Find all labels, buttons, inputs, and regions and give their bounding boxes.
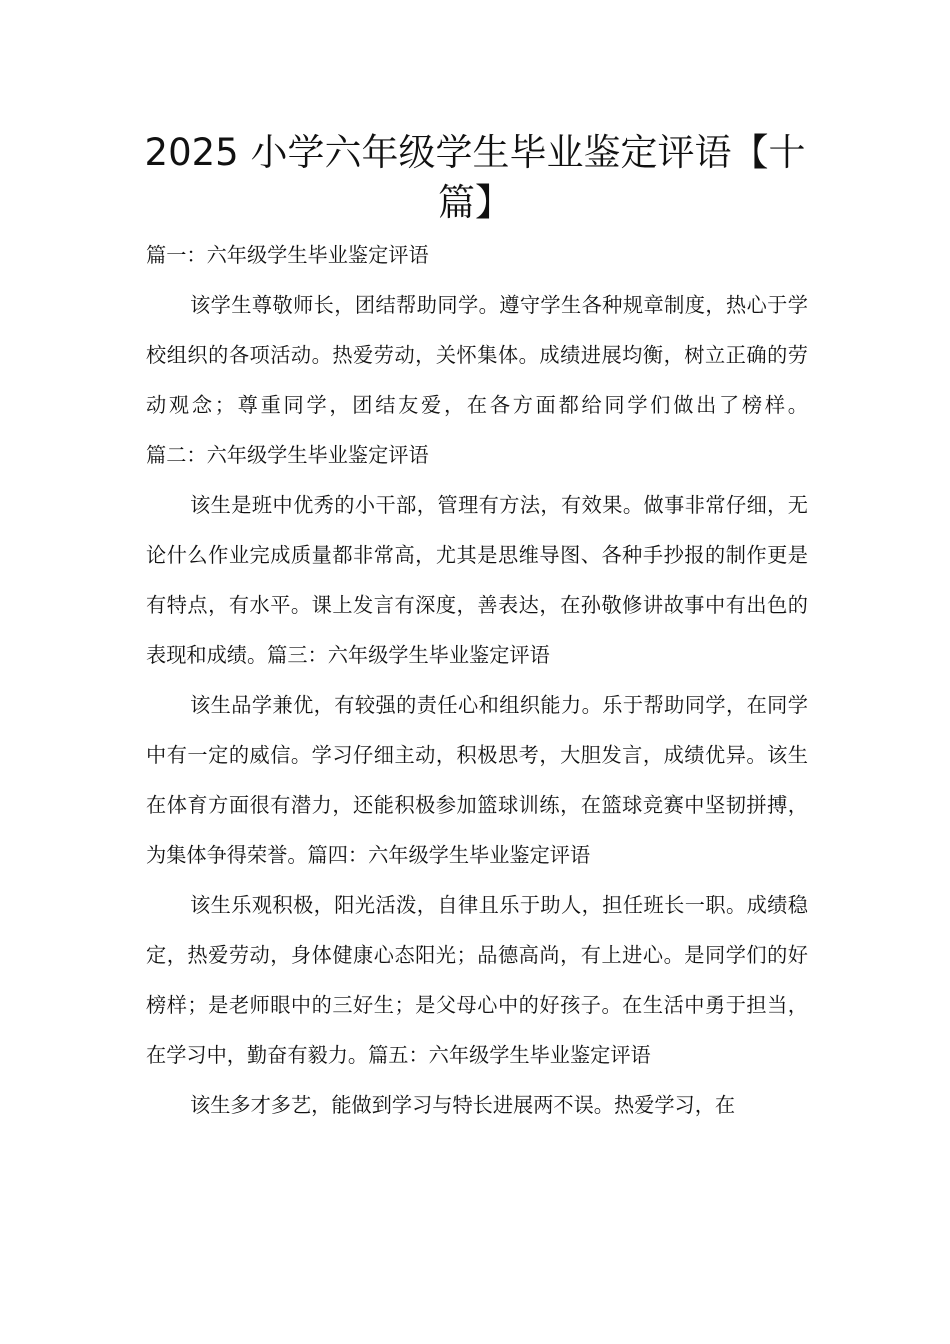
paragraph-text: 该生是班中优秀的小干部，管理有方法，有效果。做事非常仔细，无论什么作业完成质量都非常高，尤其是思维导图、各种手抄报的制作更是有特点，有水平。课上发言有深度，善表达，在孙敬修讲故事中有出色的表现和成绩。 (146, 493, 808, 667)
comment-paragraph-3 (146, 680, 808, 880)
paragraph-text: 该生乐观积极，阳光活泼，自律且乐于助人，担任班长一职。成绩稳定，热爱劳动，身体健康心态阳光；品德高尚，有上进心。是同学们的好榜样；是老师眼中的三好生；是父母心中的好孩子。在生活中勇于担当，在学习中，勤奋有毅力。 (146, 893, 808, 1067)
comment-paragraph-5 (146, 1080, 808, 1130)
paragraph-text: 该生多才多艺，能做到学习与特长进展两不误。热爱学习，在 (190, 1093, 736, 1117)
section-heading-1: 篇一：六年级学生毕业鉴定评语 (146, 243, 429, 267)
section-heading-4: 篇四：六年级学生毕业鉴定评语 (307, 843, 591, 867)
document-body (146, 230, 808, 1130)
comment-paragraph-1 (146, 280, 808, 480)
section-heading-5: 篇五：六年级学生毕业鉴定评语 (368, 1043, 651, 1067)
paragraph-text: 该学生尊敬师长，团结帮助同学。遵守学生各种规章制度，热心于学校组织的各项活动。热爱劳动，关怀集体。成绩进展均衡，树立正确的劳动观念；尊重同学，团结友爱，在各方面都给同学们做出了榜样。 (146, 293, 808, 417)
comment-paragraph-4 (146, 880, 808, 1080)
comment-paragraph-2 (146, 480, 808, 680)
paragraph-text: 该生品学兼优，有较强的责任心和组织能力。乐于帮助同学，在同学中有一定的威信。学习仔细主动，积极思考，大胆发言，成绩优异。该生在体育方面很有潜力，还能积极参加篮球训练，在篮球竞赛中坚韧拼搏，为集体争得荣誉。 (146, 693, 808, 867)
document-title: 2025 小学六年级学生毕业鉴定评语【十篇】 (144, 131, 806, 224)
section-heading-3: 篇三：六年级学生毕业鉴定评语 (267, 643, 550, 667)
section-heading-2: 篇二：六年级学生毕业鉴定评语 (146, 443, 429, 467)
